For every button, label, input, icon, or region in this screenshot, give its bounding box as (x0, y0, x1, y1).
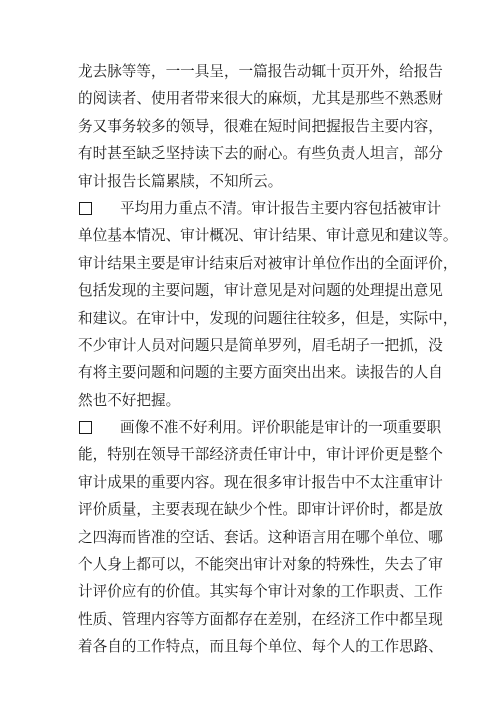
text-line: 性质、管理内容等方面都存在差别，在经济工作中都呈现 (78, 610, 443, 628)
text-line: 和建议。在审计中，发现的问题往往较多，但是，实际中， (78, 309, 458, 327)
text-line: 审计报告长篇累牍，不知所云。 (78, 172, 283, 190)
bullet-paragraph-start (78, 414, 442, 441)
bullet-text: 画像不准不好利用。评价职能是审计的一项重要职 (120, 419, 442, 437)
text-line: 评价质量，主要表现在缺少个性。即审计评价时，都是放 (78, 501, 443, 519)
text-line: 不少审计人员对问题只是简单罗列，眉毛胡子一把抓，没 (78, 336, 443, 354)
bullet-paragraph-start (78, 195, 442, 222)
text-line: 有时甚至缺乏坚持读下去的耐心。有些负责人坦言，部分 (78, 145, 443, 163)
checkbox-icon (79, 202, 92, 215)
text-line: 个人身上都可以，不能突出审计对象的特殊性，失去了审 (78, 556, 443, 574)
text-line: 能，特别在领导干部经济责任审计中，审计评价更是整个 (78, 446, 443, 464)
body-text (78, 58, 458, 661)
text-line: 审计结果主要是审计结束后对被审计单位作出的全面评价， (78, 254, 458, 272)
bullet-text: 平均用力重点不清。审计报告主要内容包括被审计 (120, 199, 442, 217)
checkbox-icon (79, 421, 92, 434)
text-line: 龙去脉等等，一一具呈，一篇报告动辄十页开外，给报告 (78, 63, 443, 80)
text-line: 之四海而皆准的空话、套话。这种语言用在哪个单位、哪 (78, 528, 443, 546)
text-line: 单位基本情况、审计概况、审计结果、审计意见和建议等。 (78, 227, 458, 245)
text-line: 着各自的工作特点，而且每个单位、每个人的工作思路、 (78, 638, 443, 656)
text-line: 有将主要问题和问题的主要方面突出出来。读报告的人自 (78, 364, 443, 382)
text-line: 的阅读者、使用者带来很大的麻烦，尤其是那些不熟悉财 (78, 90, 443, 108)
text-line: 然也不好把握。 (78, 391, 181, 409)
text-line: 计评价应有的价值。其实每个审计对象的工作职责、工作 (78, 583, 443, 601)
text-line: 审计成果的重要内容。现在很多审计报告中不太注重审计 (78, 473, 443, 491)
text-line: 务又事务较多的领导，很难在短时间把握报告主要内容， (78, 117, 443, 135)
text-line: 包括发现的主要问题，审计意见是对问题的处理提出意见 (78, 282, 443, 300)
